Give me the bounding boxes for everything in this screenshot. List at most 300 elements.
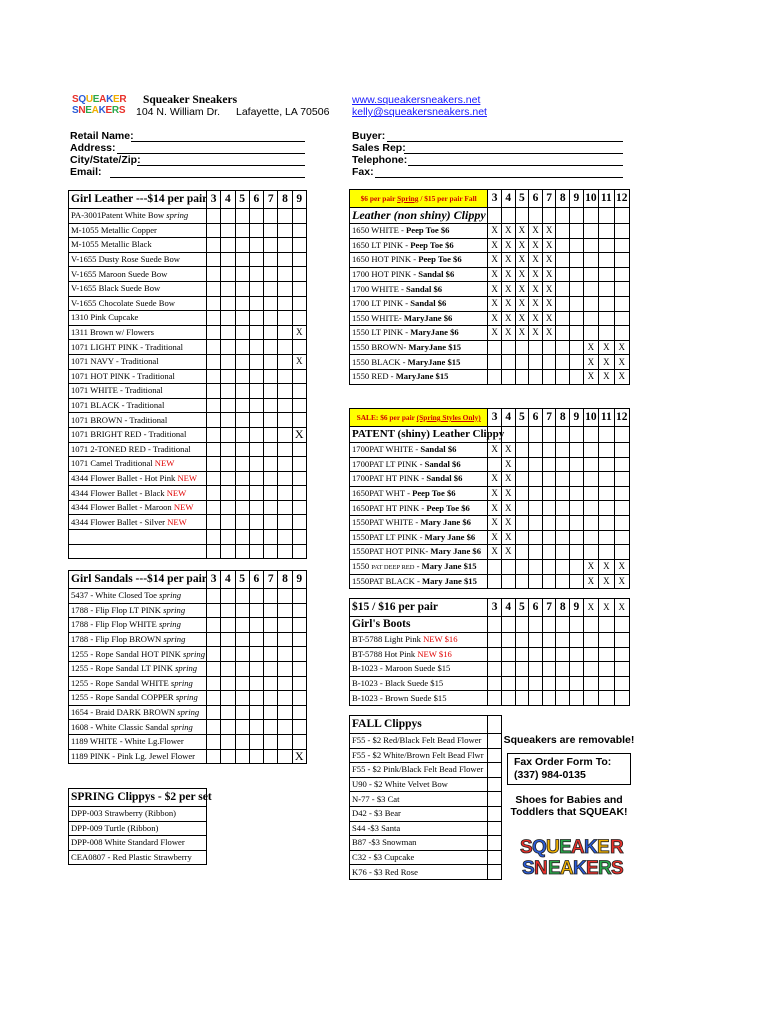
size-checkbox[interactable] — [292, 661, 306, 676]
size-checkbox[interactable] — [599, 267, 614, 282]
size-checkbox[interactable] — [292, 530, 306, 545]
size-checkbox[interactable] — [249, 632, 263, 647]
size-checkbox[interactable] — [515, 515, 529, 530]
size-checkbox[interactable] — [207, 238, 221, 253]
size-checkbox[interactable] — [570, 326, 584, 341]
size-checkbox[interactable] — [221, 457, 235, 472]
size-checkbox[interactable] — [292, 603, 306, 618]
size-checkbox[interactable]: X — [488, 267, 502, 282]
size-checkbox[interactable] — [264, 252, 278, 267]
size-checkbox[interactable] — [599, 501, 614, 516]
size-checkbox[interactable]: X — [515, 296, 529, 311]
size-checkbox[interactable]: X — [599, 574, 614, 589]
size-checkbox[interactable] — [488, 355, 502, 370]
size-checkbox[interactable] — [221, 354, 235, 369]
size-checkbox[interactable]: X — [583, 559, 598, 574]
size-checkbox[interactable] — [235, 603, 249, 618]
size-checkbox[interactable] — [515, 647, 529, 662]
size-checkbox[interactable]: X — [515, 267, 529, 282]
size-checkbox[interactable] — [542, 443, 556, 458]
size-checkbox[interactable] — [529, 355, 543, 370]
size-checkbox[interactable] — [235, 267, 249, 282]
size-checkbox[interactable] — [235, 457, 249, 472]
size-checkbox[interactable] — [292, 471, 306, 486]
size-checkbox[interactable] — [292, 515, 306, 530]
size-checkbox[interactable] — [207, 749, 221, 764]
size-checkbox[interactable] — [529, 574, 543, 589]
size-checkbox[interactable] — [614, 676, 629, 691]
telephone-field[interactable] — [408, 165, 623, 166]
size-checkbox[interactable]: X — [488, 224, 502, 239]
size-checkbox[interactable] — [570, 501, 584, 516]
size-checkbox[interactable] — [292, 413, 306, 428]
size-checkbox[interactable] — [556, 501, 570, 516]
size-checkbox[interactable] — [249, 281, 263, 296]
size-checkbox[interactable] — [583, 545, 598, 560]
size-checkbox[interactable] — [221, 427, 235, 442]
size-checkbox[interactable] — [529, 662, 543, 677]
size-checkbox[interactable] — [264, 471, 278, 486]
size-checkbox[interactable] — [599, 238, 614, 253]
size-checkbox[interactable]: X — [515, 311, 529, 326]
size-checkbox[interactable] — [614, 662, 629, 677]
size-checkbox[interactable] — [207, 384, 221, 399]
size-checkbox[interactable] — [235, 544, 249, 559]
size-checkbox[interactable] — [515, 676, 529, 691]
email-field[interactable] — [110, 177, 305, 178]
size-checkbox[interactable] — [614, 501, 629, 516]
size-checkbox[interactable] — [488, 777, 502, 792]
size-checkbox[interactable] — [542, 662, 556, 677]
size-checkbox[interactable] — [542, 457, 556, 472]
size-checkbox[interactable] — [529, 486, 543, 501]
size-checkbox[interactable] — [235, 500, 249, 515]
size-checkbox[interactable] — [207, 486, 221, 501]
size-checkbox[interactable] — [556, 443, 570, 458]
size-checkbox[interactable] — [488, 792, 502, 807]
size-checkbox[interactable]: X — [488, 443, 502, 458]
size-checkbox[interactable] — [207, 734, 221, 749]
size-checkbox[interactable] — [235, 354, 249, 369]
size-checkbox[interactable] — [207, 267, 221, 282]
size-checkbox[interactable] — [235, 384, 249, 399]
size-checkbox[interactable] — [264, 603, 278, 618]
size-checkbox[interactable] — [249, 647, 263, 662]
size-checkbox[interactable] — [292, 296, 306, 311]
size-checkbox[interactable] — [583, 676, 598, 691]
size-checkbox[interactable] — [264, 413, 278, 428]
size-checkbox[interactable] — [599, 443, 614, 458]
size-checkbox[interactable] — [556, 647, 570, 662]
size-checkbox[interactable] — [570, 443, 584, 458]
size-checkbox[interactable] — [292, 544, 306, 559]
size-checkbox[interactable] — [221, 238, 235, 253]
size-checkbox[interactable] — [515, 633, 529, 648]
size-checkbox[interactable] — [292, 252, 306, 267]
size-checkbox[interactable]: X — [542, 267, 556, 282]
size-checkbox[interactable] — [570, 545, 584, 560]
size-checkbox[interactable] — [235, 676, 249, 691]
size-checkbox[interactable] — [614, 457, 629, 472]
size-checkbox[interactable] — [207, 209, 221, 224]
size-checkbox[interactable] — [278, 500, 292, 515]
size-checkbox[interactable] — [599, 530, 614, 545]
size-checkbox[interactable] — [570, 559, 584, 574]
size-checkbox[interactable] — [249, 589, 263, 604]
size-checkbox[interactable] — [570, 647, 584, 662]
size-checkbox[interactable] — [249, 618, 263, 633]
size-checkbox[interactable] — [488, 763, 502, 778]
size-checkbox[interactable] — [207, 705, 221, 720]
size-checkbox[interactable] — [264, 384, 278, 399]
size-checkbox[interactable] — [278, 427, 292, 442]
size-checkbox[interactable] — [235, 691, 249, 706]
size-checkbox[interactable] — [207, 340, 221, 355]
size-checkbox[interactable] — [556, 472, 570, 487]
size-checkbox[interactable]: X — [599, 369, 614, 384]
size-checkbox[interactable] — [599, 311, 614, 326]
sales-rep-field[interactable] — [404, 153, 623, 154]
size-checkbox[interactable] — [556, 662, 570, 677]
size-checkbox[interactable] — [515, 691, 529, 706]
size-checkbox[interactable] — [614, 311, 629, 326]
size-checkbox[interactable] — [278, 296, 292, 311]
size-checkbox[interactable] — [556, 253, 570, 268]
size-checkbox[interactable] — [249, 515, 263, 530]
size-checkbox[interactable]: X — [501, 545, 515, 560]
size-checkbox[interactable] — [278, 267, 292, 282]
size-checkbox[interactable] — [221, 632, 235, 647]
size-checkbox[interactable] — [264, 311, 278, 326]
size-checkbox[interactable] — [542, 633, 556, 648]
size-checkbox[interactable] — [278, 457, 292, 472]
size-checkbox[interactable] — [278, 281, 292, 296]
size-checkbox[interactable] — [583, 530, 598, 545]
size-checkbox[interactable] — [583, 238, 598, 253]
size-checkbox[interactable]: X — [501, 267, 515, 282]
size-checkbox[interactable] — [249, 223, 263, 238]
size-checkbox[interactable]: X — [501, 457, 515, 472]
size-checkbox[interactable] — [542, 574, 556, 589]
size-checkbox[interactable]: X — [488, 486, 502, 501]
size-checkbox[interactable] — [529, 472, 543, 487]
size-checkbox[interactable] — [292, 457, 306, 472]
size-checkbox[interactable] — [249, 457, 263, 472]
size-checkbox[interactable] — [249, 603, 263, 618]
size-checkbox[interactable] — [583, 326, 598, 341]
size-checkbox[interactable] — [570, 253, 584, 268]
size-checkbox[interactable] — [529, 340, 543, 355]
size-checkbox[interactable]: X — [488, 545, 502, 560]
size-checkbox[interactable] — [292, 223, 306, 238]
size-checkbox[interactable] — [221, 296, 235, 311]
size-checkbox[interactable] — [529, 676, 543, 691]
size-checkbox[interactable] — [278, 676, 292, 691]
size-checkbox[interactable] — [529, 633, 543, 648]
size-checkbox[interactable] — [501, 369, 515, 384]
size-checkbox[interactable]: X — [501, 326, 515, 341]
size-checkbox[interactable] — [221, 618, 235, 633]
size-checkbox[interactable]: X — [529, 311, 543, 326]
size-checkbox[interactable]: X — [488, 530, 502, 545]
size-checkbox[interactable] — [249, 413, 263, 428]
size-checkbox[interactable] — [292, 734, 306, 749]
size-checkbox[interactable] — [542, 530, 556, 545]
size-checkbox[interactable] — [235, 647, 249, 662]
size-checkbox[interactable] — [542, 676, 556, 691]
size-checkbox[interactable] — [264, 296, 278, 311]
size-checkbox[interactable] — [292, 691, 306, 706]
size-checkbox[interactable] — [235, 705, 249, 720]
size-checkbox[interactable]: X — [583, 355, 598, 370]
size-checkbox[interactable] — [249, 734, 263, 749]
size-checkbox[interactable] — [570, 340, 584, 355]
size-checkbox[interactable] — [264, 267, 278, 282]
size-checkbox[interactable] — [235, 413, 249, 428]
size-checkbox[interactable] — [556, 676, 570, 691]
size-checkbox[interactable] — [542, 515, 556, 530]
size-checkbox[interactable] — [278, 544, 292, 559]
fax-field[interactable] — [375, 177, 623, 178]
size-checkbox[interactable] — [264, 632, 278, 647]
size-checkbox[interactable]: X — [488, 472, 502, 487]
size-checkbox[interactable] — [278, 325, 292, 340]
size-checkbox[interactable] — [207, 398, 221, 413]
size-checkbox[interactable] — [614, 326, 629, 341]
size-checkbox[interactable] — [542, 647, 556, 662]
size-checkbox[interactable] — [556, 224, 570, 239]
size-checkbox[interactable]: X — [542, 253, 556, 268]
size-checkbox[interactable] — [207, 325, 221, 340]
size-checkbox[interactable] — [264, 618, 278, 633]
size-checkbox[interactable] — [614, 253, 629, 268]
size-checkbox[interactable] — [278, 238, 292, 253]
size-checkbox[interactable] — [501, 676, 515, 691]
size-checkbox[interactable] — [249, 427, 263, 442]
size-checkbox[interactable] — [235, 209, 249, 224]
size-checkbox[interactable]: X — [614, 355, 629, 370]
size-checkbox[interactable] — [221, 734, 235, 749]
size-checkbox[interactable]: X — [515, 326, 529, 341]
size-checkbox[interactable] — [235, 720, 249, 735]
size-checkbox[interactable] — [221, 661, 235, 676]
size-checkbox[interactable] — [278, 691, 292, 706]
size-checkbox[interactable] — [556, 633, 570, 648]
size-checkbox[interactable] — [207, 618, 221, 633]
size-checkbox[interactable] — [501, 633, 515, 648]
size-checkbox[interactable] — [542, 691, 556, 706]
size-checkbox[interactable] — [599, 691, 614, 706]
size-checkbox[interactable] — [235, 486, 249, 501]
size-checkbox[interactable] — [556, 530, 570, 545]
size-checkbox[interactable] — [207, 296, 221, 311]
size-checkbox[interactable] — [221, 223, 235, 238]
size-checkbox[interactable] — [221, 603, 235, 618]
size-checkbox[interactable] — [278, 647, 292, 662]
size-checkbox[interactable] — [556, 282, 570, 297]
size-checkbox[interactable] — [207, 223, 221, 238]
size-checkbox[interactable] — [556, 574, 570, 589]
size-checkbox[interactable] — [599, 647, 614, 662]
size-checkbox[interactable] — [614, 238, 629, 253]
size-checkbox[interactable]: X — [292, 427, 306, 442]
size-checkbox[interactable] — [599, 326, 614, 341]
size-checkbox[interactable] — [249, 209, 263, 224]
size-checkbox[interactable] — [207, 281, 221, 296]
size-checkbox[interactable] — [264, 238, 278, 253]
size-checkbox[interactable] — [235, 589, 249, 604]
size-checkbox[interactable] — [249, 296, 263, 311]
size-checkbox[interactable] — [249, 238, 263, 253]
buyer-field[interactable] — [387, 141, 623, 142]
size-checkbox[interactable] — [292, 705, 306, 720]
size-checkbox[interactable]: X — [501, 253, 515, 268]
size-checkbox[interactable] — [614, 282, 629, 297]
size-checkbox[interactable] — [207, 369, 221, 384]
size-checkbox[interactable] — [583, 472, 598, 487]
size-checkbox[interactable]: X — [292, 749, 306, 764]
size-checkbox[interactable] — [583, 633, 598, 648]
size-checkbox[interactable] — [235, 281, 249, 296]
size-checkbox[interactable] — [556, 486, 570, 501]
size-checkbox[interactable] — [599, 486, 614, 501]
size-checkbox[interactable] — [529, 647, 543, 662]
size-checkbox[interactable] — [292, 267, 306, 282]
size-checkbox[interactable] — [264, 442, 278, 457]
size-checkbox[interactable] — [292, 369, 306, 384]
size-checkbox[interactable] — [249, 486, 263, 501]
size-checkbox[interactable] — [207, 471, 221, 486]
size-checkbox[interactable]: X — [614, 340, 629, 355]
size-checkbox[interactable] — [249, 325, 263, 340]
size-checkbox[interactable] — [570, 267, 584, 282]
size-checkbox[interactable] — [583, 253, 598, 268]
size-checkbox[interactable] — [249, 471, 263, 486]
size-checkbox[interactable] — [529, 501, 543, 516]
size-checkbox[interactable] — [515, 530, 529, 545]
size-checkbox[interactable] — [292, 442, 306, 457]
size-checkbox[interactable] — [292, 384, 306, 399]
size-checkbox[interactable]: X — [501, 296, 515, 311]
size-checkbox[interactable] — [235, 311, 249, 326]
size-checkbox[interactable] — [235, 632, 249, 647]
size-checkbox[interactable] — [599, 224, 614, 239]
size-checkbox[interactable] — [515, 369, 529, 384]
size-checkbox[interactable] — [529, 530, 543, 545]
size-checkbox[interactable] — [221, 325, 235, 340]
size-checkbox[interactable] — [556, 267, 570, 282]
size-checkbox[interactable] — [278, 589, 292, 604]
size-checkbox[interactable]: X — [542, 238, 556, 253]
size-checkbox[interactable] — [221, 413, 235, 428]
size-checkbox[interactable] — [278, 311, 292, 326]
size-checkbox[interactable] — [599, 676, 614, 691]
size-checkbox[interactable]: X — [599, 340, 614, 355]
size-checkbox[interactable] — [235, 530, 249, 545]
size-checkbox[interactable] — [556, 340, 570, 355]
size-checkbox[interactable] — [556, 311, 570, 326]
size-checkbox[interactable]: X — [515, 253, 529, 268]
size-checkbox[interactable] — [221, 705, 235, 720]
size-checkbox[interactable] — [207, 311, 221, 326]
size-checkbox[interactable] — [221, 500, 235, 515]
size-checkbox[interactable] — [570, 662, 584, 677]
size-checkbox[interactable] — [235, 471, 249, 486]
size-checkbox[interactable] — [542, 340, 556, 355]
size-checkbox[interactable] — [278, 661, 292, 676]
size-checkbox[interactable] — [207, 589, 221, 604]
size-checkbox[interactable] — [249, 705, 263, 720]
size-checkbox[interactable] — [221, 340, 235, 355]
size-checkbox[interactable] — [515, 501, 529, 516]
size-checkbox[interactable] — [515, 486, 529, 501]
size-checkbox[interactable] — [488, 691, 502, 706]
size-checkbox[interactable] — [542, 369, 556, 384]
size-checkbox[interactable] — [235, 325, 249, 340]
size-checkbox[interactable] — [614, 443, 629, 458]
size-checkbox[interactable] — [599, 296, 614, 311]
size-checkbox[interactable] — [207, 457, 221, 472]
size-checkbox[interactable] — [292, 500, 306, 515]
size-checkbox[interactable] — [488, 865, 502, 880]
size-checkbox[interactable] — [614, 691, 629, 706]
size-checkbox[interactable] — [583, 311, 598, 326]
size-checkbox[interactable] — [292, 238, 306, 253]
size-checkbox[interactable] — [249, 442, 263, 457]
size-checkbox[interactable] — [488, 821, 502, 836]
size-checkbox[interactable] — [207, 354, 221, 369]
size-checkbox[interactable] — [570, 296, 584, 311]
website-link[interactable]: www.squeakersneakers.net — [352, 94, 481, 106]
retail-name-field[interactable] — [131, 141, 305, 142]
size-checkbox[interactable] — [614, 545, 629, 560]
size-checkbox[interactable] — [278, 354, 292, 369]
size-checkbox[interactable]: X — [501, 224, 515, 239]
size-checkbox[interactable] — [235, 369, 249, 384]
size-checkbox[interactable] — [221, 369, 235, 384]
size-checkbox[interactable] — [488, 734, 502, 749]
size-checkbox[interactable]: X — [614, 369, 629, 384]
size-checkbox[interactable] — [570, 224, 584, 239]
size-checkbox[interactable] — [570, 311, 584, 326]
size-checkbox[interactable] — [221, 398, 235, 413]
size-checkbox[interactable] — [488, 559, 502, 574]
size-checkbox[interactable] — [264, 325, 278, 340]
size-checkbox[interactable] — [235, 749, 249, 764]
size-checkbox[interactable] — [542, 545, 556, 560]
size-checkbox[interactable] — [529, 515, 543, 530]
size-checkbox[interactable] — [264, 427, 278, 442]
size-checkbox[interactable]: X — [501, 282, 515, 297]
size-checkbox[interactable] — [292, 398, 306, 413]
size-checkbox[interactable] — [264, 705, 278, 720]
size-checkbox[interactable] — [207, 252, 221, 267]
size-checkbox[interactable] — [556, 326, 570, 341]
size-checkbox[interactable] — [264, 515, 278, 530]
city-state-zip-field[interactable] — [137, 165, 305, 166]
size-checkbox[interactable] — [249, 749, 263, 764]
size-checkbox[interactable] — [207, 647, 221, 662]
size-checkbox[interactable] — [249, 311, 263, 326]
size-checkbox[interactable] — [207, 691, 221, 706]
size-checkbox[interactable] — [278, 471, 292, 486]
size-checkbox[interactable] — [529, 691, 543, 706]
size-checkbox[interactable]: X — [501, 443, 515, 458]
size-checkbox[interactable] — [570, 472, 584, 487]
size-checkbox[interactable] — [570, 486, 584, 501]
size-checkbox[interactable] — [278, 749, 292, 764]
size-checkbox[interactable] — [515, 443, 529, 458]
